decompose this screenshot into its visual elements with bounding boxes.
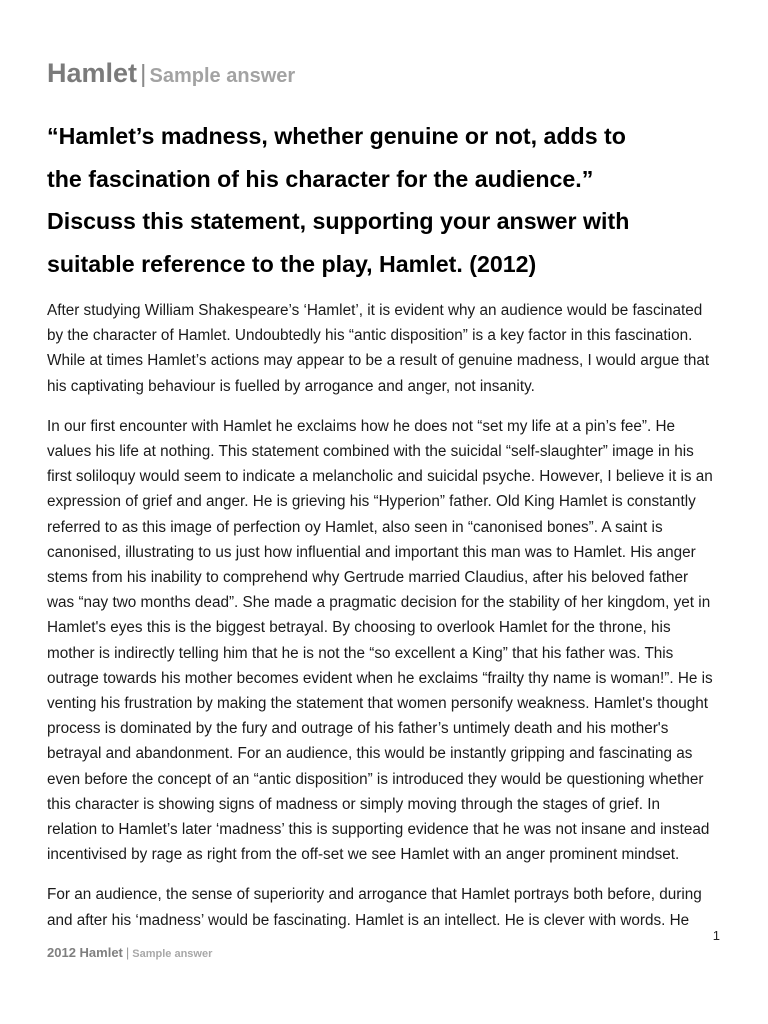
paragraph-first-encounter — [47, 414, 737, 868]
text-line: While at times Hamlet’s actions may appear to be a result of genuine madness, I would argue that — [47, 352, 710, 370]
footer-separator: | — [125, 945, 130, 960]
text-line: and after his ‘madness’ would be fascinating. Hamlet is an intellect. He is clever with words. He — [47, 911, 690, 929]
text-line: referred to as this image of perfection oy Hamlet, also seen in “canonised bones”. A saint is — [47, 518, 663, 536]
footer-title: 2012 Hamlet — [47, 945, 123, 960]
text-line: process is dominated by the fury and outrage of his father’s untimely death and his mother's — [47, 720, 669, 738]
paragraph-introduction — [47, 298, 737, 399]
page-header — [47, 58, 295, 89]
document-subtitle: Sample answer — [149, 65, 296, 87]
text-line: values his life at nothing. This statement combined with the suicidal “self-slaughter” image in his — [47, 443, 694, 461]
question-line: suitable reference to the play, Hamlet. (2012) — [47, 250, 537, 277]
page-number: 1 — [712, 928, 720, 943]
text-line: even before the concept of an “antic disposition” is introduced they would be questioning whether — [47, 770, 704, 788]
header-separator: | — [140, 60, 147, 88]
text-line: In our first encounter with Hamlet he exclaims how he does not “set my life at a pin’s fee”. He — [47, 417, 676, 435]
text-line: canonised, illustrating to us just how influential and important this man was to Hamlet. His anger — [47, 543, 696, 561]
text-line: by the character of Hamlet. Undoubtedly his “antic disposition” is a key factor in this fascination. — [47, 327, 693, 345]
footer-subtitle: Sample answer — [132, 948, 213, 960]
text-line: venting his frustration by making the statement that women personify weakness. Hamlet's thought — [47, 695, 709, 713]
text-line: For an audience, the sense of superiority and arrogance that Hamlet portrays both before, during — [47, 886, 702, 904]
text-line: first soliloquy would seem to indicate a melancholic and suicidal psyche. However, I believe it is an — [47, 468, 713, 486]
question-line: Discuss this statement, supporting your answer with — [47, 208, 630, 234]
text-line: relation to Hamlet’s later ‘madness’ this is supporting evidence that he was not insane and instead — [47, 821, 710, 839]
text-line: stems from his inability to comprehend why Gertrude married Claudius, after his beloved father — [47, 569, 689, 587]
text-line: expression of grief and anger. He is grieving his “Hyperion” father. Old King Hamlet is constantly — [47, 493, 696, 511]
text-line: betrayal and abandonment. For an audience, this would be instantly gripping and fascinating as — [47, 745, 693, 763]
text-line: mother is indirectly telling him that he is not the “so excellent a King” that his father was. This — [47, 644, 674, 662]
question-line: the fascination of his character for the audience.” — [47, 165, 594, 192]
paragraph-superiority — [47, 882, 737, 932]
page-footer — [47, 944, 212, 962]
essay-body — [47, 298, 737, 948]
text-line: his captivating behaviour is fuelled by arrogance and anger, not insanity. — [47, 377, 535, 395]
text-line: incentivised by rage as right from the off-set we see Hamlet with an anger prominent mindset. — [47, 846, 680, 864]
text-line: After studying William Shakespeare’s ‘Hamlet’, it is evident why an audience would be fascinated — [47, 302, 703, 319]
essay-question — [47, 115, 737, 285]
document-title: Hamlet — [47, 58, 138, 88]
question-line: “Hamlet’s madness, whether genuine or not, adds to — [47, 123, 626, 149]
text-line: outrage towards his mother becomes evident when he exclaims “frailty thy name is woman!”. He is — [47, 669, 713, 687]
text-line: this character is showing signs of madness or simply moving through the stages of grief. In — [47, 795, 661, 813]
text-line: was “nay two months dead”. She made a pragmatic decision for the stability of her kingdom, yet in — [47, 594, 711, 612]
text-line: Hamlet's eyes this is the biggest betrayal. By choosing to overlook Hamlet for the throne, his — [47, 619, 671, 637]
